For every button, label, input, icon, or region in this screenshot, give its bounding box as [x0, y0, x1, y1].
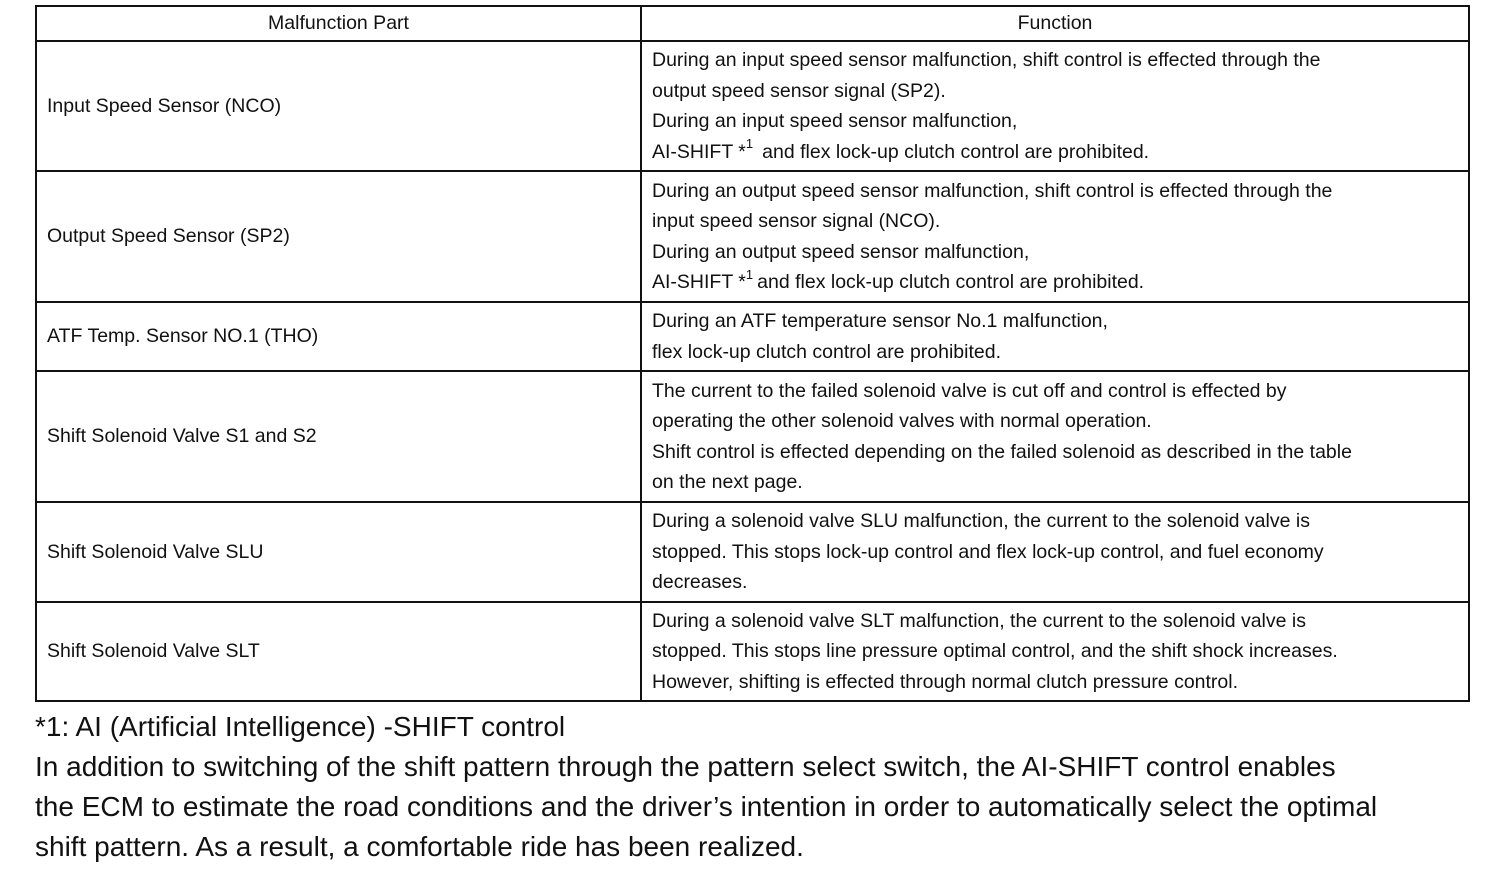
function-cell	[641, 371, 1469, 502]
ai-shift-label: AI-SHIFT *	[652, 271, 746, 293]
function-line: During a solenoid valve SLU malfunction, the current to the solenoid valve is	[652, 510, 1310, 533]
function-line: During a solenoid valve SLT malfunction, the current to the solenoid valve is	[652, 609, 1306, 632]
function-line: During an output speed sensor malfunction, shift control is effected through the	[652, 179, 1333, 202]
footnote	[35, 707, 1475, 867]
function-cell	[641, 171, 1469, 302]
table-row	[36, 41, 1469, 171]
malfunction-part-cell: Shift Solenoid Valve S1 and S2	[36, 371, 641, 502]
table-row	[36, 371, 1469, 502]
ai-shift-label: AI-SHIFT *	[652, 140, 746, 163]
footnote-paragraph-line: shift pattern. As a result, a comfortable ride has been realized.	[35, 831, 804, 862]
footnote-paragraph-line: the ECM to estimate the road conditions and the driver’s intention in order to automatically select the optimal	[35, 791, 1378, 822]
malfunction-part-cell: Input Speed Sensor (NCO)	[36, 41, 641, 171]
function-cell	[641, 502, 1469, 602]
footnote-marker: 1	[745, 266, 754, 282]
function-line: flex lock-up clutch control are prohibited.	[652, 340, 1002, 363]
function-cell	[641, 41, 1469, 171]
function-line-suffix: and flex lock-up clutch control are prohibited.	[757, 271, 1145, 293]
function-line-suffix: and flex lock-up clutch control are prohibited.	[762, 140, 1150, 163]
header-malfunction-part: Malfunction Part	[36, 6, 641, 41]
function-line: decreases.	[652, 571, 748, 594]
function-line: During an output speed sensor malfunction,	[652, 240, 1030, 263]
function-line	[652, 267, 1462, 298]
function-line: stopped. This stops line pressure optimal control, and the shift shock increases.	[652, 640, 1338, 663]
function-line: During an input speed sensor malfunction, shift control is effected through the	[652, 49, 1321, 71]
footnote-title: *1: AI (Artificial Intelligence) -SHIFT control	[35, 711, 566, 742]
function-line: operating the other solenoid valves with normal operation.	[652, 410, 1152, 432]
malfunction-part-cell: Shift Solenoid Valve SLT	[36, 602, 641, 701]
malfunction-part-cell: ATF Temp. Sensor NO.1 (THO)	[36, 302, 641, 371]
table-row	[36, 302, 1469, 371]
malfunction-table	[35, 5, 1470, 702]
function-line: During an ATF temperature sensor No.1 malfunction,	[652, 310, 1108, 332]
table-row	[36, 171, 1469, 302]
function-line: The current to the failed solenoid valve is cut off and control is effected by	[652, 379, 1287, 402]
function-line: output speed sensor signal (SP2).	[652, 79, 946, 102]
function-line: on the next page.	[652, 471, 803, 493]
table-row	[36, 502, 1469, 602]
function-line: stopped. This stops lock-up control and flex lock-up control, and fuel economy	[652, 540, 1324, 563]
function-line	[652, 137, 1462, 168]
malfunction-part-cell: Output Speed Sensor (SP2)	[36, 171, 641, 302]
footnote-marker: 1	[745, 136, 754, 151]
function-cell	[641, 302, 1469, 371]
malfunction-part-cell: Shift Solenoid Valve SLU	[36, 502, 641, 602]
function-line: However, shifting is effected through normal clutch pressure control.	[652, 670, 1239, 693]
table-row	[36, 602, 1469, 701]
footnote-paragraph-line: In addition to switching of the shift pattern through the pattern select switch, the AI-SHIFT control enables	[35, 751, 1336, 782]
function-cell	[641, 602, 1469, 701]
table-header-row	[36, 6, 1469, 41]
function-line: Shift control is effected depending on the failed solenoid as described in the table	[652, 440, 1352, 463]
function-line: input speed sensor signal (NCO).	[652, 210, 941, 232]
function-line: During an input speed sensor malfunction,	[652, 110, 1018, 132]
header-function: Function	[641, 6, 1469, 41]
